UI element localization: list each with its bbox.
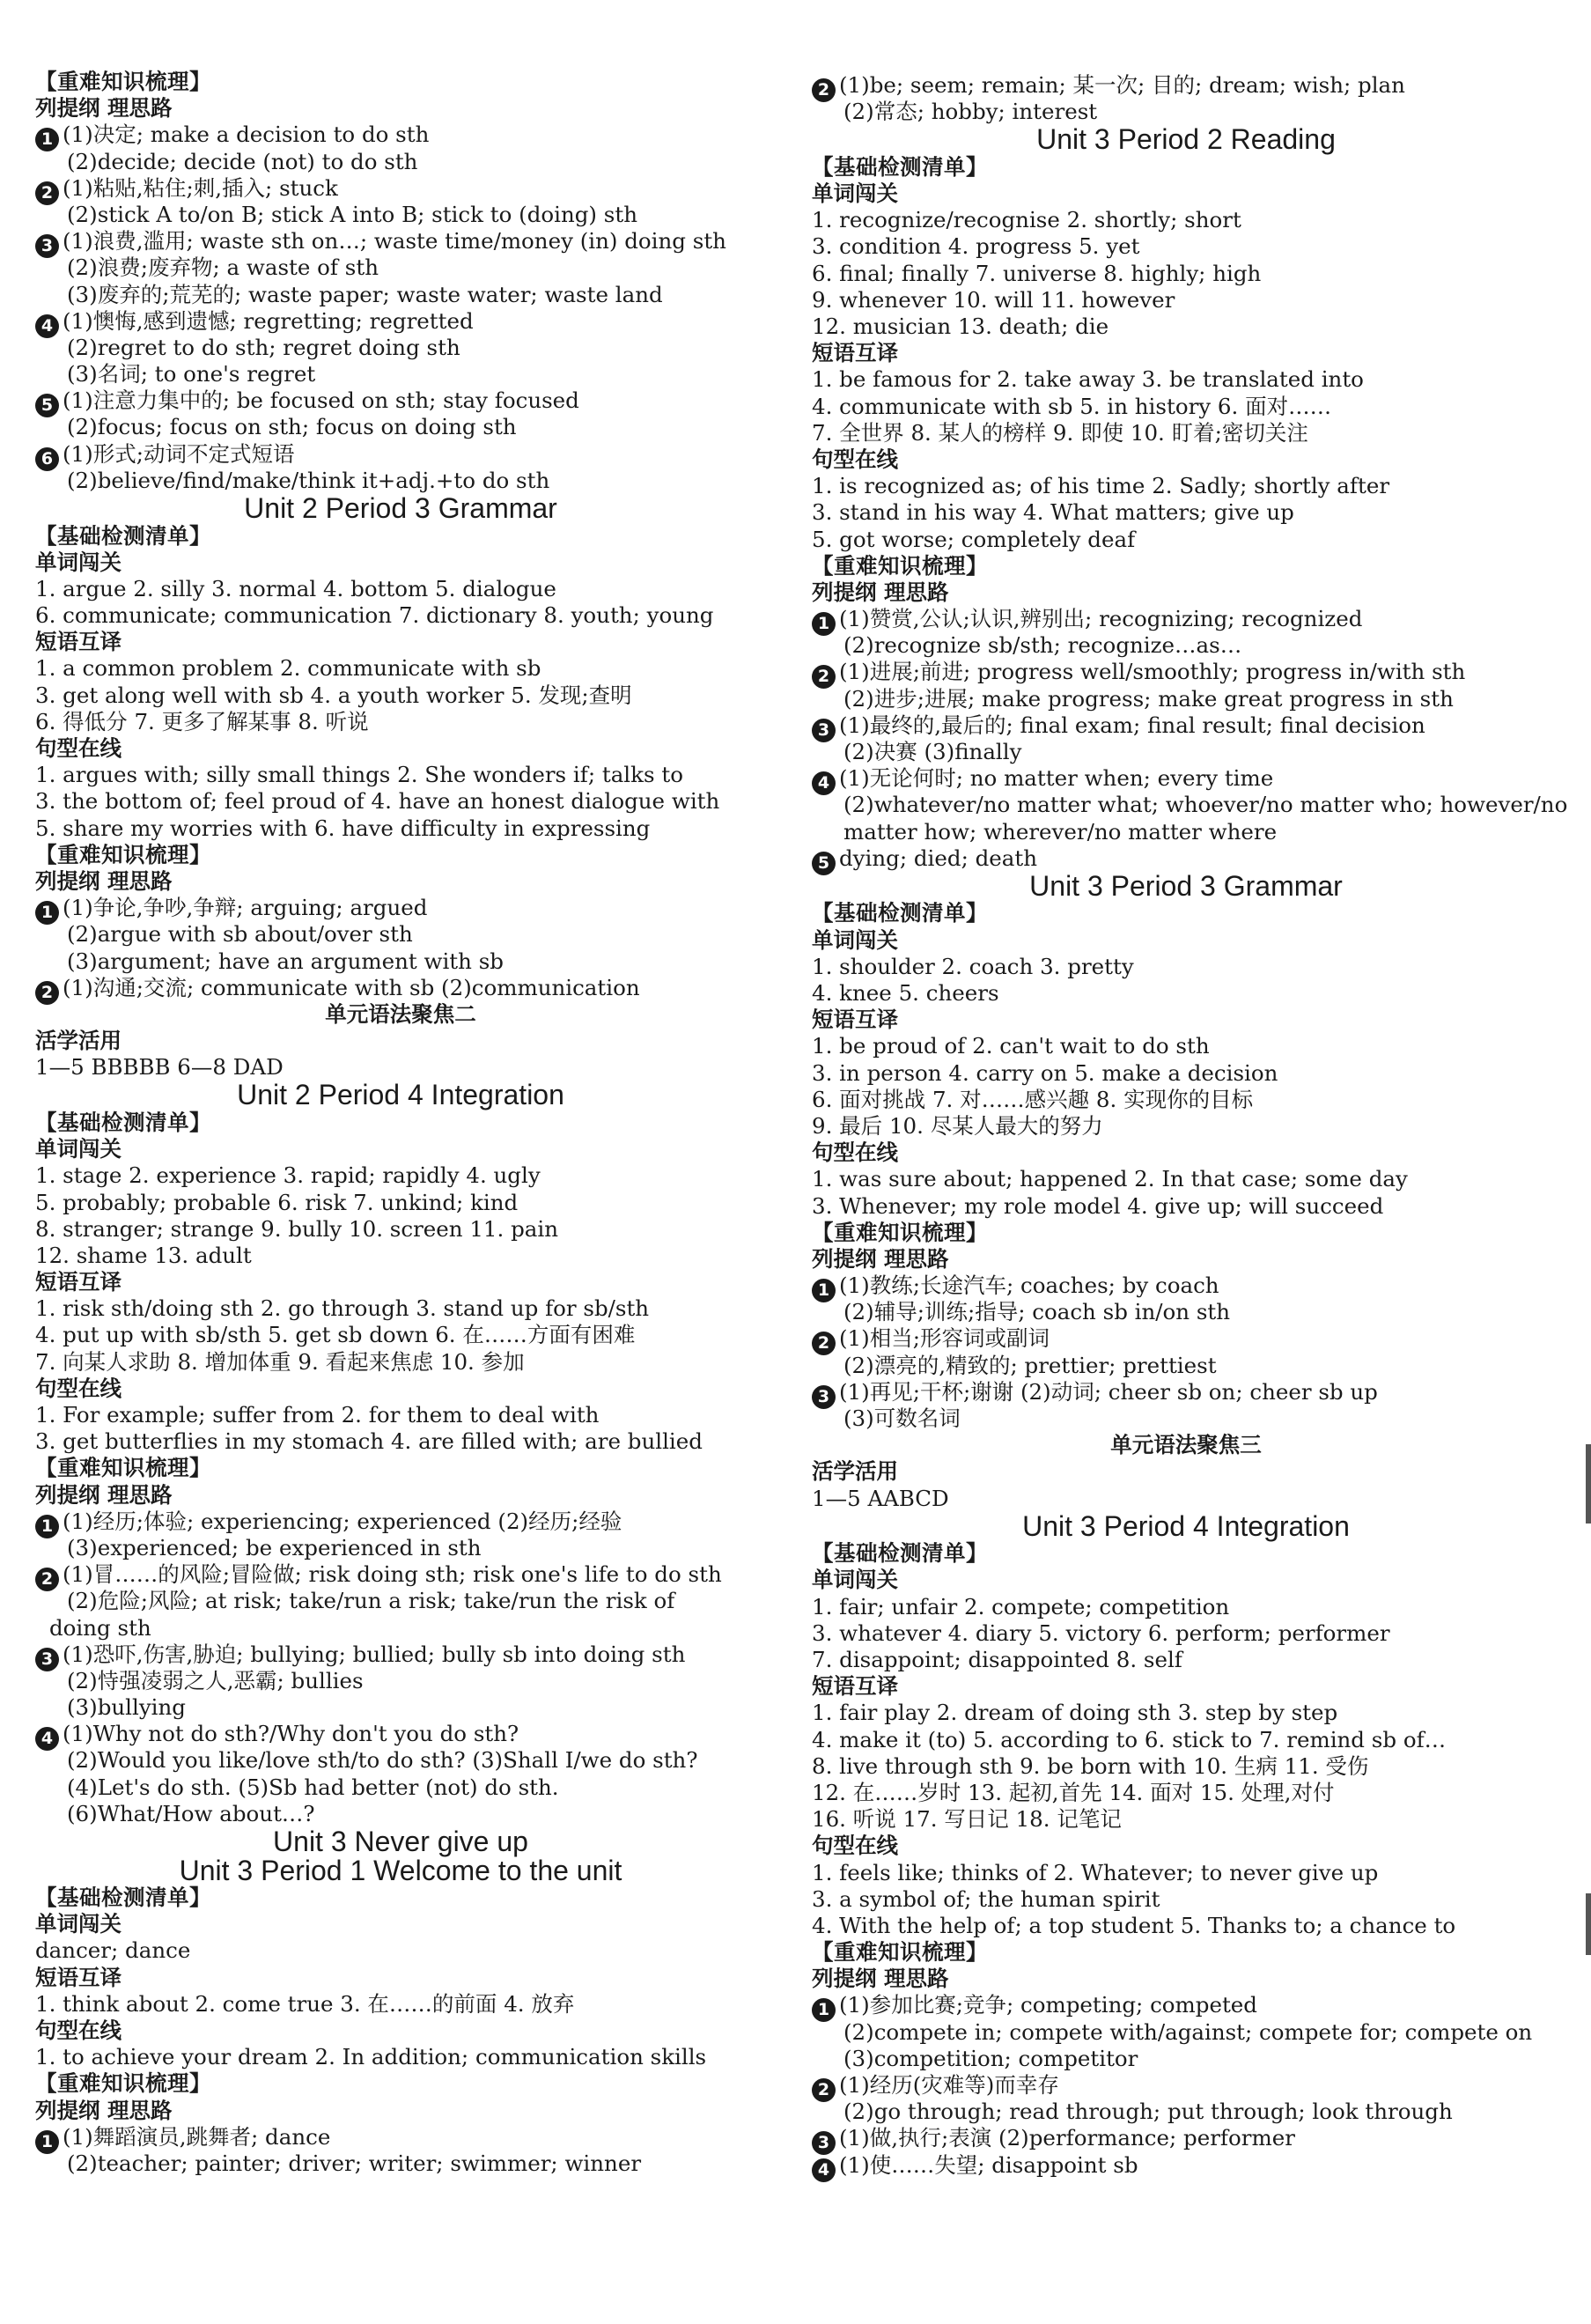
- item-number-badge: 2: [812, 78, 836, 102]
- numbered-answer-item: [35, 1721, 766, 1747]
- answer-line: 6. communicate; communication 7. dictionary 8. youth; young: [35, 602, 714, 629]
- answer-line: (2)恃强凌弱之人,恶霸; bullies: [67, 1667, 364, 1693]
- answer-line: 12. 在……岁时 13. 起初,首先 14. 面对 15. 处理,对付: [812, 1779, 1335, 1805]
- item-number-badge: 3: [812, 2131, 836, 2155]
- subsection-heading: 单词闯关: [812, 1567, 898, 1593]
- section-heading: 【基础检测清单】: [35, 522, 211, 549]
- item-number-badge: 3: [812, 1385, 836, 1409]
- answer-line: (2)浪费;废弃物; a waste of sth: [67, 255, 379, 281]
- subsection-heading: 句型在线: [812, 1833, 898, 1859]
- answer-line: 8. stranger; strange 9. bully 10. screen 11. pain: [35, 1215, 559, 1242]
- numbered-answer-item: [812, 2152, 1560, 2179]
- item-text: dying; died; death: [839, 845, 1038, 871]
- answer-line: 4. knee 5. cheers: [812, 980, 999, 1006]
- item-number-badge: 5: [812, 852, 836, 875]
- item-text: (1)做,执行;表演 (2)performance; performer: [839, 2125, 1295, 2151]
- unit-heading: Unit 3 Never give up: [273, 1826, 528, 1857]
- page-edge-mark: [1586, 1444, 1591, 1524]
- item-number-badge: 1: [812, 1998, 836, 2022]
- answer-line: 1. is recognized as; of his time 2. Sadly; shortly after: [812, 473, 1390, 499]
- item-text: (1)参加比赛;竞争; competing; competed: [839, 1992, 1257, 2018]
- section-heading: 【重难知识梳理】: [812, 1939, 988, 1966]
- unit-heading: Unit 3 Period 3 Grammar: [1029, 869, 1343, 902]
- answer-line: (2)decide; decide (not) to do sth: [67, 148, 418, 174]
- answer-line: 4. make it (to) 5. according to 6. stick to 7. remind sb of…: [812, 1726, 1447, 1752]
- answer-line: 5. share my worries with 6. have difficulty in expressing: [35, 815, 651, 841]
- numbered-answer-item: [35, 2124, 766, 2151]
- answer-line: 7. 全世界 8. 某人的榜样 9. 即使 10. 盯着;密切关注: [812, 419, 1308, 446]
- answer-line: 16. 听说 17. 写日记 18. 记笔记: [812, 1806, 1122, 1833]
- answer-line: 1. risk sth/doing sth 2. go through 3. stand up for sb/sth: [35, 1295, 650, 1322]
- answer-line: 1. For example; suffer from 2. for them to deal with: [35, 1402, 600, 1428]
- answer-line: 1. recognize/recognise 2. shortly; short: [812, 207, 1241, 233]
- item-number-badge: 4: [812, 771, 836, 795]
- item-text: (1)教练;长途汽车; coaches; by coach: [839, 1273, 1219, 1299]
- item-text: (1)恐吓,伤害,胁迫; bullying; bullied; bully sb into doing sth: [63, 1641, 686, 1667]
- answer-line: (2)进步;进展; make progress; make great progress in sth: [843, 685, 1454, 712]
- answer-line: doing sth: [49, 1614, 151, 1641]
- answer-line: (2)whatever/no matter what; whoever/no matter who; however/no: [843, 792, 1568, 818]
- unit-heading: Unit 3 Period 2 Reading: [1036, 123, 1336, 156]
- answer-line: (3)名词; to one's regret: [67, 361, 316, 387]
- answer-line: 7. disappoint; disappointed 8. self: [812, 1647, 1182, 1672]
- item-text: (1)决定; make a decision to do sth: [63, 122, 430, 148]
- item-text: (1)赞赏,公认;认识,辨别出; recognizing; recognized: [839, 606, 1363, 632]
- subsection-heading: 列提纲 理思路: [812, 1966, 949, 1992]
- section-heading: 【重难知识梳理】: [35, 1455, 211, 1481]
- unit-heading: Unit 3 Period 4 Integration: [1022, 1509, 1350, 1542]
- subsection-heading: 句型在线: [812, 446, 898, 472]
- answer-line: (2)常态; hobby; interest: [843, 99, 1098, 125]
- subsection-heading: 列提纲 理思路: [812, 1245, 949, 1272]
- numbered-answer-item: [812, 1325, 1560, 1352]
- section-heading: 【基础检测清单】: [812, 1540, 988, 1567]
- item-number-badge: 4: [812, 2158, 836, 2182]
- answer-line: 3. get along well with sb 4. a youth worker 5. 发现;查明: [35, 682, 632, 708]
- numbered-answer-item: [812, 72, 1560, 99]
- item-number-badge: 1: [812, 1279, 836, 1302]
- item-text: (1)沟通;交流; communicate with sb (2)communication: [63, 974, 640, 1000]
- subsection-heading: 单词闯关: [35, 1911, 122, 1937]
- answer-line: 6. 得低分 7. 更多了解某事 8. 听说: [35, 708, 369, 734]
- numbered-answer-item: [35, 175, 766, 202]
- item-text: (1)浪费,滥用; waste sth on…; waste time/money (in) doing sth: [63, 228, 726, 255]
- subsection-heading: 列提纲 理思路: [812, 579, 949, 605]
- answer-line: 1. shoulder 2. coach 3. pretty: [812, 953, 1134, 979]
- answer-line: (2)stick A to/on B; stick A into B; stick to (doing) sth: [67, 201, 637, 227]
- numbered-answer-item: [35, 387, 766, 414]
- answer-line: 6. 面对挑战 7. 对……感兴趣 8. 实现你的目标: [812, 1086, 1254, 1112]
- item-number-badge: 1: [812, 612, 836, 636]
- answer-line: 1. fair; unfair 2. compete; competition: [812, 1593, 1230, 1619]
- item-text: (1)舞蹈演员,跳舞者; dance: [63, 2123, 331, 2150]
- answer-line: 1. was sure about; happened 2. In that case; some day: [812, 1166, 1408, 1192]
- unit-heading: Unit 3 Period 1 Welcome to the unit: [179, 1854, 622, 1886]
- answer-line: 1. to achieve your dream 2. In addition; communication skills: [35, 2044, 707, 2070]
- answer-line: (2)regret to do sth; regret doing sth: [67, 334, 460, 360]
- answer-line: 4. put up with sb/sth 5. get sb down 6. 在……方面有困难: [35, 1322, 636, 1348]
- numbered-answer-item: [35, 308, 766, 335]
- unit-heading: Unit 2 Period 3 Grammar: [244, 492, 557, 524]
- answer-line: (2)辅导;训练;指导; coach sb in/on sth: [843, 1299, 1231, 1325]
- subsection-heading: 活学活用: [812, 1458, 898, 1485]
- item-text: (1)再见;干杯;谢谢 (2)动词; cheer sb on; cheer sb up: [839, 1378, 1378, 1405]
- answer-line: 1. fair play 2. dream of doing sth 3. step by step: [812, 1700, 1338, 1726]
- subsection-heading: 列提纲 理思路: [35, 95, 173, 122]
- numbered-answer-item: [812, 1992, 1560, 2018]
- item-text: (1)注意力集中的; be focused on sth; stay focused: [63, 387, 579, 414]
- item-text: (1)进展;前进; progress well/smoothly; progress in/with sth: [839, 659, 1466, 685]
- answer-line: (4)Let's do sth. (5)Sb had better (not) do sth.: [67, 1774, 559, 1800]
- numbered-answer-item: [812, 606, 1560, 632]
- numbered-answer-item: [35, 1561, 766, 1588]
- answer-line: 6. final; finally 7. universe 8. highly; high: [812, 260, 1262, 286]
- answer-line: (2)compete in; compete with/against; compete for; compete on: [843, 2018, 1533, 2045]
- item-number-badge: 1: [35, 128, 59, 151]
- answer-line: (3)argument; have an argument with sb: [67, 948, 504, 974]
- answer-line: 3. in person 4. carry on 5. make a decision: [812, 1059, 1278, 1086]
- item-number-badge: 3: [35, 234, 59, 258]
- numbered-answer-item: [812, 659, 1560, 685]
- item-text: (1)使……失望; disappoint sb: [839, 2151, 1138, 2178]
- answer-line: (2)危险;风险; at risk; take/run a risk; take/run the risk of: [67, 1588, 675, 1614]
- answer-line: 1. be famous for 2. take away 3. be translated into: [812, 366, 1364, 393]
- answer-line: 1. a common problem 2. communicate with sb: [35, 655, 541, 682]
- answer-line: 7. 向某人求助 8. 增加体重 9. 看起来焦虑 10. 参加: [35, 1348, 525, 1375]
- grammar-focus-heading: 单元语法聚焦二: [325, 1000, 476, 1027]
- item-number-badge: 4: [35, 1727, 59, 1751]
- section-heading: 【基础检测清单】: [812, 153, 988, 180]
- item-text: (1)Why not do sth?/Why don't you do sth?: [63, 1721, 519, 1747]
- answer-line: 1. argue 2. silly 3. normal 4. bottom 5. dialogue: [35, 575, 556, 601]
- section-heading: 【重难知识梳理】: [812, 552, 988, 579]
- answer-line: (2)believe/find/make/think it+adj.+to do sth: [67, 467, 550, 493]
- numbered-answer-item: [35, 228, 766, 255]
- item-number-badge: 1: [35, 901, 59, 925]
- right-column: [812, 72, 1568, 2180]
- section-heading: 【基础检测清单】: [35, 1885, 211, 1910]
- grammar-focus-heading: 单元语法聚焦三: [1110, 1432, 1262, 1458]
- subsection-heading: 单词闯关: [35, 1136, 122, 1162]
- section-heading: 【重难知识梳理】: [35, 69, 211, 94]
- item-text: (1)粘贴,粘住;刺,插入; stuck: [63, 174, 338, 201]
- item-number-badge: 2: [35, 981, 59, 1005]
- item-number-badge: 4: [35, 314, 59, 338]
- subsection-heading: 单词闯关: [35, 549, 122, 575]
- subsection-heading: 列提纲 理思路: [35, 2097, 173, 2123]
- subsection-heading: 单词闯关: [812, 926, 898, 953]
- item-text: (1)无论何时; no matter when; every time: [839, 765, 1274, 792]
- answer-line: 3. the bottom of; feel proud of 4. have an honest dialogue with: [35, 788, 720, 815]
- item-text: (1)最终的,最后的; final exam; final result; final decision: [839, 712, 1425, 738]
- item-number-badge: 2: [812, 2078, 836, 2102]
- item-number-badge: 2: [35, 181, 59, 205]
- answer-line: 4. communicate with sb 5. in history 6. 面对……: [812, 393, 1332, 419]
- answer-line: (2)go through; read through; put through; look through: [843, 2099, 1453, 2125]
- answer-line: 9. whenever 10. will 11. however: [812, 286, 1175, 313]
- answer-line: (2)focus; focus on sth; focus on doing sth: [67, 414, 517, 440]
- item-number-badge: 3: [35, 1648, 59, 1671]
- answer-line: 5. probably; probable 6. risk 7. unkind; kind: [35, 1189, 519, 1215]
- left-column: [35, 69, 766, 2177]
- numbered-answer-item: [812, 2072, 1560, 2099]
- item-number-badge: 1: [35, 1515, 59, 1538]
- answer-line: matter how; wherever/no matter where: [843, 818, 1278, 845]
- numbered-answer-item: [812, 1379, 1560, 1405]
- item-text: (1)经历(灾难等)而幸存: [839, 2072, 1059, 2098]
- answer-line: (2)决赛 (3)finally: [843, 739, 1022, 764]
- subsection-heading: 单词闯关: [812, 181, 898, 207]
- numbered-answer-item: [812, 712, 1560, 739]
- numbered-answer-item: [812, 765, 1560, 792]
- answer-line: (2)recognize sb/sth; recognize…as…: [843, 632, 1242, 659]
- item-text: (1)be; seem; remain; 某一次; 目的; dream; wish; plan: [839, 72, 1405, 98]
- answer-line: (3)experienced; be experienced in sth: [67, 1534, 482, 1560]
- numbered-answer-item: [35, 895, 766, 921]
- subsection-heading: 列提纲 理思路: [35, 867, 173, 894]
- subsection-heading: 短语互译: [35, 1964, 122, 1990]
- subsection-heading: 句型在线: [35, 735, 122, 761]
- subsection-heading: 句型在线: [35, 2017, 122, 2043]
- answer-line: 3. a symbol of; the human spirit: [812, 1885, 1160, 1912]
- subsection-heading: 列提纲 理思路: [35, 1481, 173, 1508]
- section-heading: 【重难知识梳理】: [35, 2070, 211, 2097]
- numbered-answer-item: [812, 845, 1560, 872]
- answer-line: 1. stage 2. experience 3. rapid; rapidly 4. ugly: [35, 1162, 541, 1189]
- numbered-answer-item: [812, 2125, 1560, 2151]
- answer-line: 12. shame 13. adult: [35, 1242, 252, 1268]
- subsection-heading: 句型在线: [812, 1140, 898, 1166]
- item-text: (1)争论,争吵,争辩; arguing; argued: [63, 895, 428, 921]
- section-heading: 【重难知识梳理】: [812, 1219, 988, 1245]
- answer-line: (3)可数名词: [843, 1405, 961, 1431]
- item-text: (1)形式;动词不定式短语: [63, 440, 295, 467]
- numbered-answer-item: [35, 1509, 766, 1535]
- item-number-badge: 2: [812, 1332, 836, 1355]
- numbered-answer-item: [812, 1273, 1560, 1299]
- answer-line: (2)argue with sb about/over sth: [67, 921, 413, 948]
- answer-line: 3. Whenever; my role model 4. give up; will succeed: [812, 1192, 1384, 1219]
- answer-line: (2)teacher; painter; driver; writer; swimmer; winner: [67, 2150, 642, 2176]
- item-number-badge: 5: [35, 394, 59, 417]
- answer-line: 4. With the help of; a top student 5. Thanks to; a chance to: [812, 1912, 1456, 1938]
- subsection-heading: 短语互译: [812, 340, 898, 366]
- answer-line: 1—5 AABCD: [812, 1485, 949, 1511]
- answer-line: (3)competition; competitor: [843, 2045, 1138, 2071]
- item-text: (1)冒……的风险;冒险做; risk doing sth; risk one's life to do sth: [63, 1561, 722, 1588]
- answer-line: 1. feels like; thinks of 2. Whatever; to never give up: [812, 1859, 1379, 1885]
- item-number-badge: 2: [812, 665, 836, 689]
- unit-heading: Unit 2 Period 4 Integration: [237, 1079, 564, 1111]
- subsection-heading: 短语互译: [812, 1673, 898, 1700]
- answer-line: 3. whatever 4. diary 5. victory 6. perform; performer: [812, 1619, 1390, 1646]
- item-number-badge: 1: [35, 2130, 59, 2154]
- item-number-badge: 3: [812, 719, 836, 742]
- item-number-badge: 6: [35, 447, 59, 471]
- subsection-heading: 短语互译: [812, 1007, 898, 1033]
- answer-line: 8. live through sth 9. be born with 10. 生病 11. 受伤: [812, 1752, 1369, 1779]
- answer-line: 1. be proud of 2. can't wait to do sth: [812, 1033, 1210, 1059]
- answer-line: (2)Would you like/love sth/to do sth? (3)Shall I/we do sth?: [67, 1747, 698, 1774]
- answer-line: 3. get butterflies in my stomach 4. are filled with; are bullied: [35, 1428, 703, 1455]
- answer-line: (6)What/How about…?: [67, 1800, 315, 1826]
- subsection-heading: 短语互译: [35, 629, 122, 655]
- answer-line: 1. argues with; silly small things 2. She wonders if; talks to: [35, 762, 683, 788]
- answer-line: 12. musician 13. death; die: [812, 314, 1109, 339]
- section-heading: 【基础检测清单】: [35, 1109, 211, 1135]
- section-heading: 【基础检测清单】: [812, 900, 988, 926]
- answer-line: dancer; dance: [35, 1937, 191, 1964]
- subsection-heading: 短语互译: [35, 1269, 122, 1295]
- answer-line: (3)废弃的;荒芜的; waste paper; waste water; waste land: [67, 281, 663, 307]
- numbered-answer-item: [35, 122, 766, 148]
- item-text: (1)经历;体验; experiencing; experienced (2)经历;经验: [63, 1508, 622, 1534]
- numbered-answer-item: [35, 975, 766, 1001]
- item-text: (1)懊悔,感到遗憾; regretting; regretted: [63, 307, 474, 334]
- answer-line: (3)bullying: [67, 1694, 186, 1721]
- answer-line: (2)漂亮的,精致的; prettier; prettiest: [843, 1352, 1217, 1378]
- item-text: (1)相当;形容词或副词: [839, 1325, 1050, 1352]
- answer-line: 1. think about 2. come true 3. 在……的前面 4. 放弃: [35, 1990, 575, 2017]
- page-edge-mark: [1586, 1893, 1591, 1955]
- numbered-answer-item: [35, 1642, 766, 1668]
- answer-line: 3. condition 4. progress 5. yet: [812, 233, 1140, 260]
- answer-line: 9. 最后 10. 尽某人最大的努力: [812, 1112, 1103, 1139]
- answer-line: 1—5 BBBBB 6—8 DAD: [35, 1054, 284, 1081]
- section-heading: 【重难知识梳理】: [35, 841, 211, 867]
- answer-line: 3. stand in his way 4. What matters; give up: [812, 499, 1294, 526]
- answer-line: 5. got worse; completely deaf: [812, 526, 1136, 552]
- subsection-heading: 活学活用: [35, 1028, 122, 1054]
- subsection-heading: 句型在线: [35, 1375, 122, 1401]
- numbered-answer-item: [35, 441, 766, 468]
- item-number-badge: 2: [35, 1568, 59, 1591]
